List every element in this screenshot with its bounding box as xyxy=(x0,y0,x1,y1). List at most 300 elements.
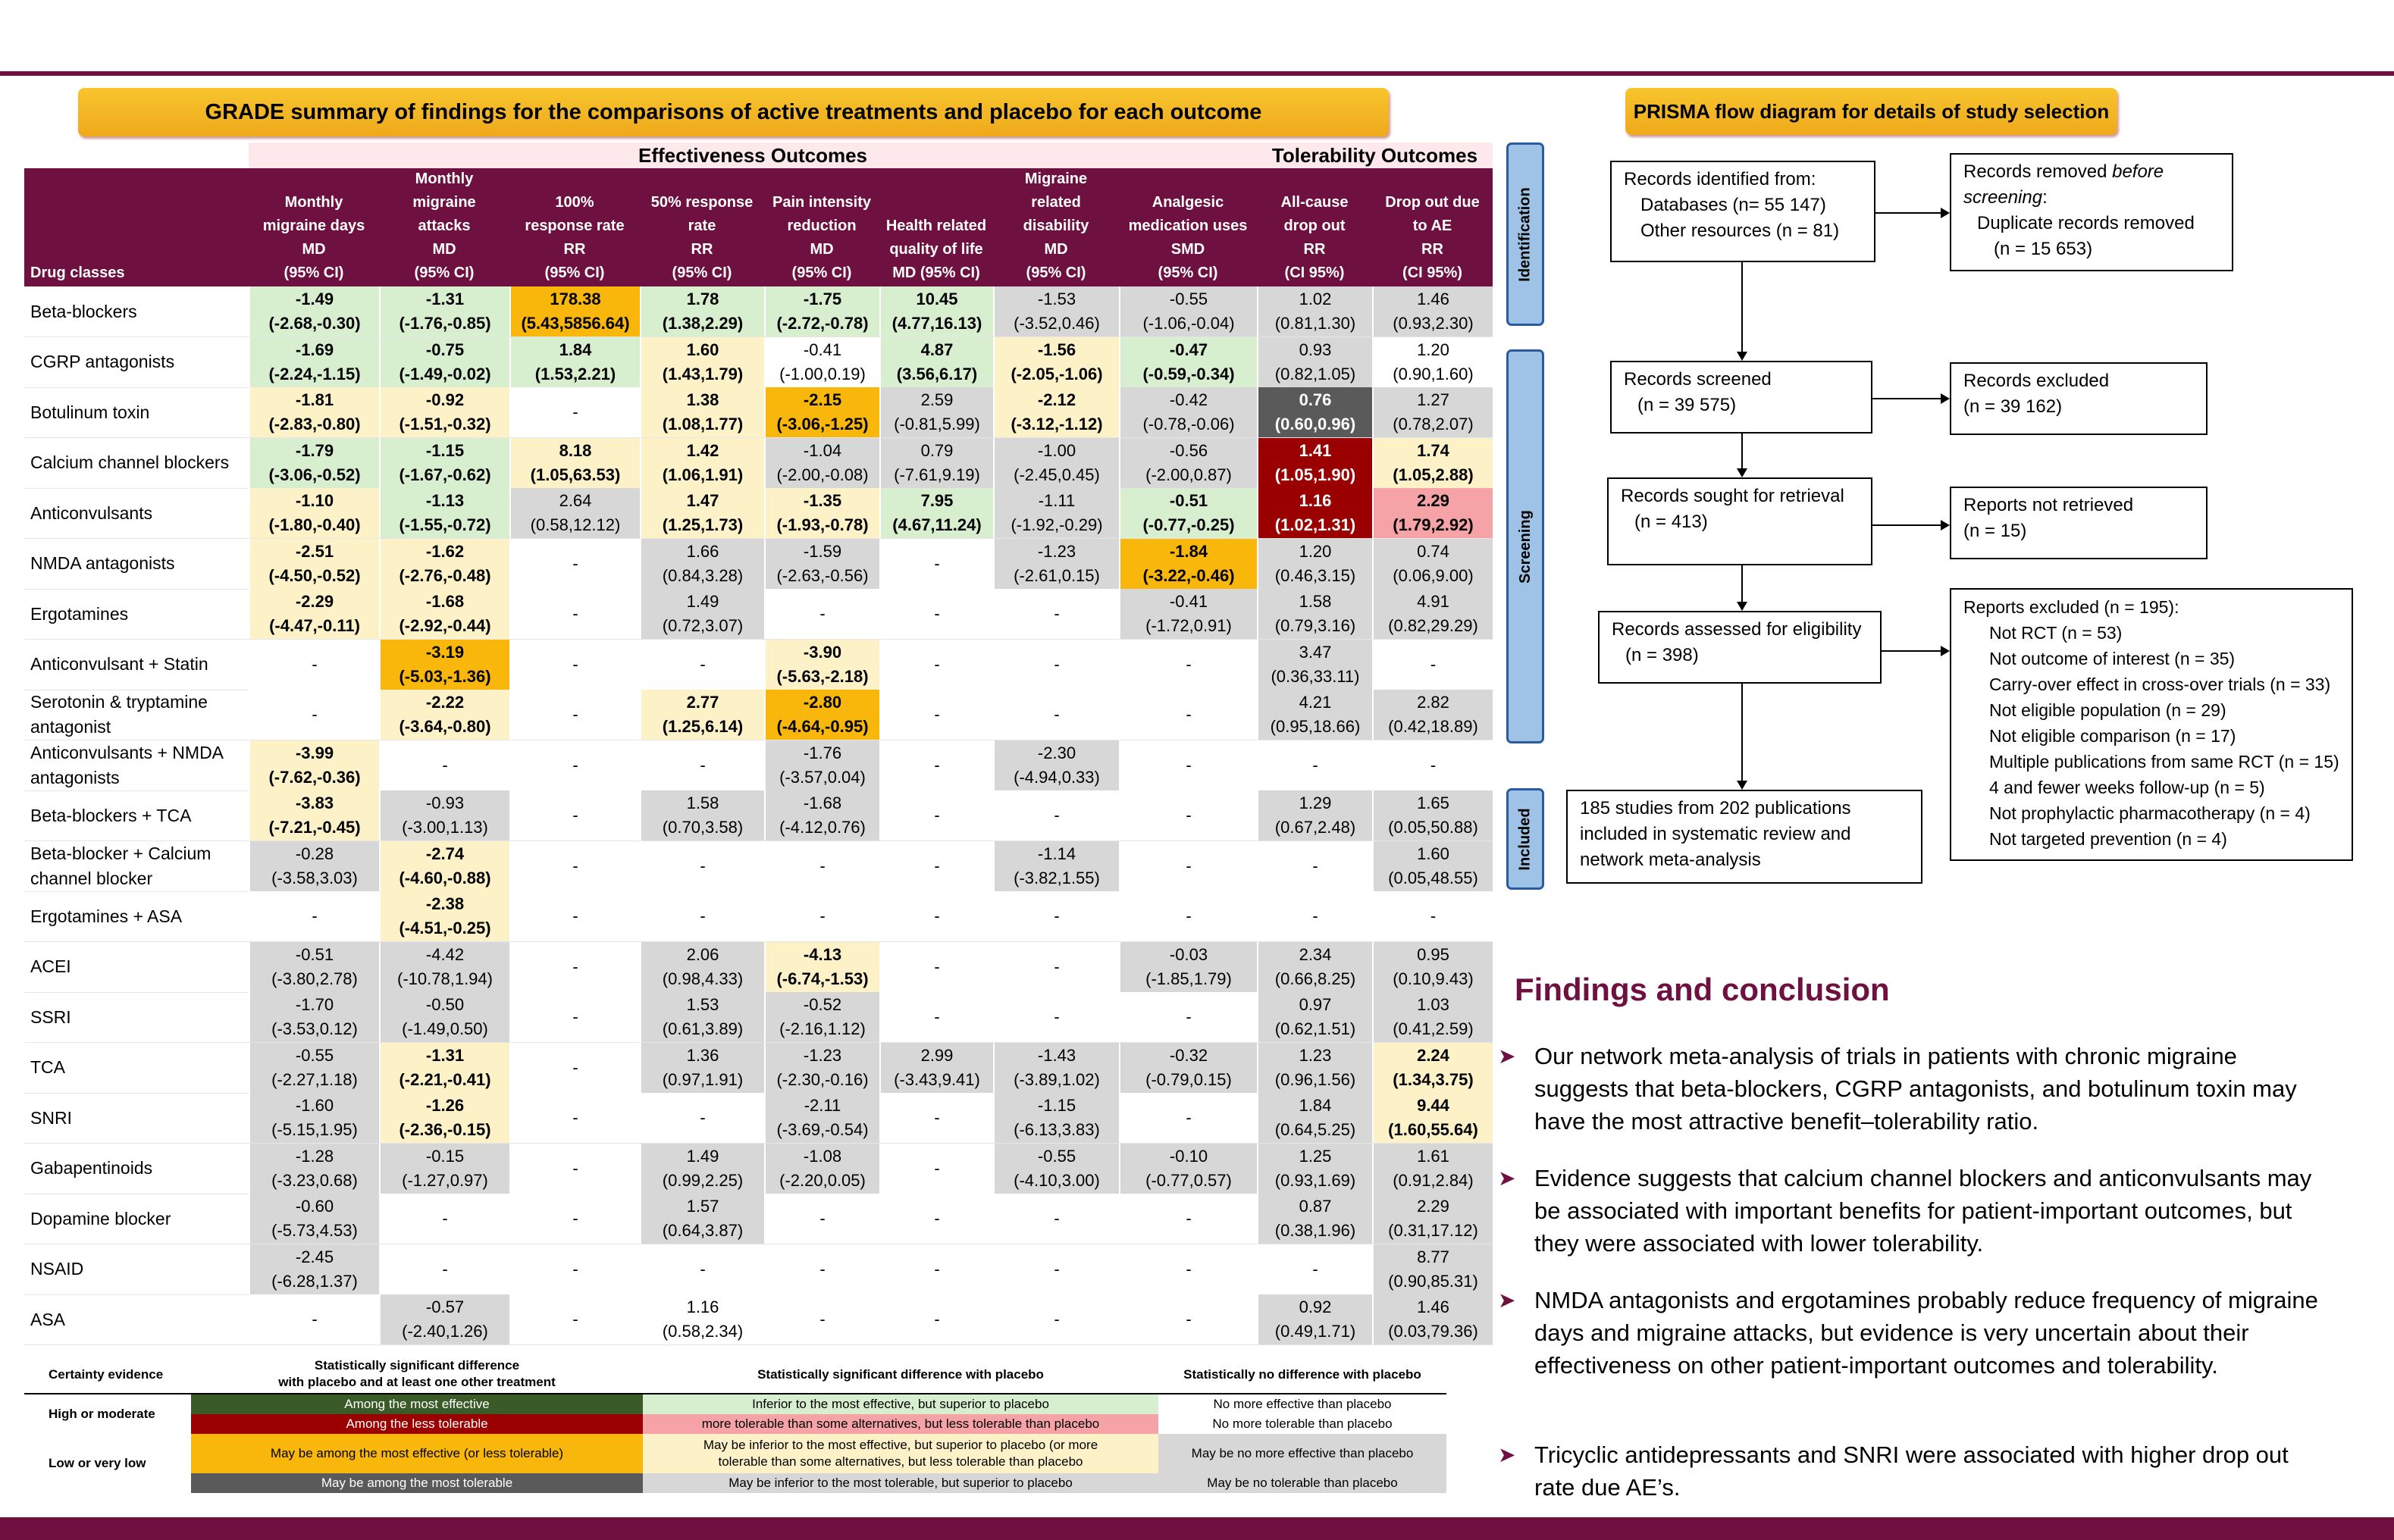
table-cell: 8.77 (0.90,85.31) xyxy=(1372,1244,1493,1294)
table-row xyxy=(24,337,1493,388)
drug-class-name: SSRI xyxy=(30,1006,71,1027)
top-rule xyxy=(0,71,2394,76)
prisma-excluded-box: Records excluded (n = 39 162) xyxy=(1950,362,2208,435)
table-cell: - xyxy=(879,1244,993,1294)
table-cell: - xyxy=(1119,1093,1257,1143)
table-cell: - xyxy=(1119,841,1257,891)
table-cell: - xyxy=(993,640,1119,690)
table-row xyxy=(24,841,1493,892)
table-cell: - xyxy=(764,1194,879,1244)
table-cell: - xyxy=(1119,690,1257,740)
table-cell: -1.62 (-2.76,-0.48) xyxy=(379,539,509,589)
table-cell: 2.77 (1.25,6.14) xyxy=(640,690,764,740)
legend-high-more-tolerable: more tolerable than some alternatives, but less tolerable than placebo xyxy=(643,1414,1158,1434)
table-cell: - xyxy=(1119,640,1257,690)
table-cell: -1.26 (-2.36,-0.15) xyxy=(379,1093,509,1143)
table-cell: -0.10 (-0.77,0.57) xyxy=(1119,1144,1257,1194)
legend-low-no-tolerable: May be no tolerable than placebo xyxy=(1158,1473,1446,1493)
table-cell: -2.12 (-3.12,-1.12) xyxy=(993,387,1119,437)
table-cell: 0.79 (-7.61,9.19) xyxy=(879,438,993,488)
finding-bullet-4: ➤ Tricyclic antidepressants and SNRI were associated with higher drop out rate due AE’s. xyxy=(1498,1438,2332,1507)
table-cell: 1.61 (0.91,2.84) xyxy=(1372,1144,1493,1194)
column-header-8: Analgesic medication uses SMD (95% CI) xyxy=(1128,194,1248,281)
table-cell: - xyxy=(879,740,993,790)
table-cell: -1.69 (-2.24,-1.15) xyxy=(249,337,379,387)
table-cell: -4.42 (-10.78,1.94) xyxy=(379,942,509,992)
table-cell: - xyxy=(764,1294,879,1344)
table-cell: 1.03 (0.41,2.59) xyxy=(1372,992,1493,1042)
table-cell: -0.41 (-1.72,0.91) xyxy=(1119,589,1257,639)
table-row xyxy=(24,640,1493,690)
table-cell: -0.28 (-3.58,3.03) xyxy=(249,841,379,891)
table-cell: - xyxy=(249,891,379,941)
table-cell: 1.78 (1.38,2.29) xyxy=(640,286,764,336)
column-header-5: Pain intensity reduction MD (95% CI) xyxy=(772,194,872,281)
table-cell: -1.08 (-2.20,0.05) xyxy=(764,1144,879,1194)
table-cell: - xyxy=(640,891,764,941)
table-cell: 1.46 (0.03,79.36) xyxy=(1372,1294,1493,1344)
table-cell: - xyxy=(879,942,993,992)
table-cell: -1.79 (-3.06,-0.52) xyxy=(249,438,379,488)
table-cell: -0.32 (-0.79,0.15) xyxy=(1119,1043,1257,1093)
table-cell: 10.45 (4.77,16.13) xyxy=(879,286,993,336)
legend-low-inferior: May be inferior to the most effective, but superior to placebo (or more tolerable than some alternatives, but less tolerable than placebo xyxy=(643,1434,1158,1473)
table-row xyxy=(24,1043,1493,1094)
table-cell: - xyxy=(509,387,640,437)
drug-class-name: Beta-blocker + Calcium channel blocker xyxy=(30,843,212,888)
table-cell: 1.60 (1.43,1.79) xyxy=(640,337,764,387)
column-header-7: Migraine related disability MD (95% CI) xyxy=(1023,171,1089,281)
table-cell: -1.43 (-3.89,1.02) xyxy=(993,1043,1119,1093)
screening-label: Screening xyxy=(1516,509,1534,584)
table-cell: - xyxy=(509,690,640,740)
table-cell: 1.58 (0.79,3.16) xyxy=(1257,589,1372,639)
table-cell: -1.59 (-2.63,-0.56) xyxy=(764,539,879,589)
included-label-box xyxy=(1506,788,1544,890)
table-cell: 0.87 (0.38,1.96) xyxy=(1257,1194,1372,1244)
table-cell: - xyxy=(379,1194,509,1244)
table-cell: - xyxy=(993,589,1119,639)
table-cell: -0.03 (-1.85,1.79) xyxy=(1119,942,1257,992)
drug-class-name: CGRP antagonists xyxy=(30,352,175,371)
column-header-2: Monthly migraine attacks MD (95% CI) xyxy=(412,171,476,281)
table-cell: - xyxy=(509,992,640,1042)
table-cell: 1.49 (0.99,2.25) xyxy=(640,1144,764,1194)
table-cell: - xyxy=(509,640,640,690)
findings-title: Findings and conclusion xyxy=(1515,972,1890,1007)
tolerability-label: Tolerability Outcomes xyxy=(1271,143,1478,167)
table-cell: -1.13 (-1.55,-0.72) xyxy=(379,488,509,538)
table-cell: -1.35 (-1.93,-0.78) xyxy=(764,488,879,538)
table-cell: - xyxy=(509,539,640,589)
table-cell: - xyxy=(640,841,764,891)
table-cell: - xyxy=(879,690,993,740)
drug-class-name: Anticonvulsant + Statin xyxy=(30,654,208,674)
table-cell: - xyxy=(509,1043,640,1093)
legend-col3-header: Statistically no difference with placebo xyxy=(1183,1367,1421,1382)
table-cell: 1.46 (0.93,2.30) xyxy=(1372,286,1493,336)
table-cell: - xyxy=(1119,891,1257,941)
table-cell: - xyxy=(1257,740,1372,790)
legend-col2-header: Statistically significant difference with placebo xyxy=(757,1367,1044,1382)
table-cell: - xyxy=(764,589,879,639)
table-cell: 2.29 (1.79,2.92) xyxy=(1372,488,1493,538)
table-cell: - xyxy=(764,891,879,941)
table-cell: - xyxy=(249,690,379,740)
table-cell: -1.81 (-2.83,-0.80) xyxy=(249,387,379,437)
table-cell: - xyxy=(509,1294,640,1344)
table-cell: 4.91 (0.82,29.29) xyxy=(1372,589,1493,639)
table-row xyxy=(24,539,1493,590)
table-cell: -1.84 (-3.22,-0.46) xyxy=(1119,539,1257,589)
prisma-included-box: 185 studies from 202 publications included in systematic review and network meta-analysis xyxy=(1566,790,1922,884)
table-cell: - xyxy=(1372,891,1493,941)
table-cell: -1.23 (-2.30,-0.16) xyxy=(764,1043,879,1093)
table-cell: - xyxy=(379,1244,509,1294)
table-cell: -4.13 (-6.74,-1.53) xyxy=(764,942,879,992)
table-cell: 1.65 (0.05,50.88) xyxy=(1372,790,1493,840)
table-cell: -1.53 (-3.52,0.46) xyxy=(993,286,1119,336)
table-cell: -0.55 (-4.10,3.00) xyxy=(993,1144,1119,1194)
table-row xyxy=(24,942,1493,993)
table-cell: - xyxy=(993,1194,1119,1244)
table-cell: -2.80 (-4.64,-0.95) xyxy=(764,690,879,740)
table-cell: -2.51 (-4.50,-0.52) xyxy=(249,539,379,589)
table-cell: - xyxy=(509,1244,640,1294)
table-cell: -3.19 (-5.03,-1.36) xyxy=(379,640,509,690)
table-cell: 1.16 (1.02,1.31) xyxy=(1257,488,1372,538)
table-cell: 0.93 (0.82,1.05) xyxy=(1257,337,1372,387)
table-cell: 1.49 (0.72,3.07) xyxy=(640,589,764,639)
legend-low-inferior-tolerable: May be inferior to the most tolerable, but superior to placebo xyxy=(643,1473,1158,1493)
table-cell: -1.31 (-2.21,-0.41) xyxy=(379,1043,509,1093)
table-row xyxy=(24,740,1493,791)
prisma-identified-box: Records identified from: Databases (n= 55 147) Other resources (n = 81) xyxy=(1610,161,1875,262)
table-cell: -0.52 (-2.16,1.12) xyxy=(764,992,879,1042)
table-cell: -0.42 (-0.78,-0.06) xyxy=(1119,387,1257,437)
finding-bullet-2: ➤ Evidence suggests that calcium channel blockers and anticonvulsants may be associated with important benefits for patient-important outcomes, but they were associated with lower tolerability. xyxy=(1498,1162,2332,1230)
table-cell: 4.87 (3.56,6.17) xyxy=(879,337,993,387)
table-cell: 1.16 (0.58,2.34) xyxy=(640,1294,764,1344)
table-cell: -0.75 (-1.49,-0.02) xyxy=(379,337,509,387)
table-cell: -2.11 (-3.69,-0.54) xyxy=(764,1093,879,1143)
table-cell: -0.92 (-1.51,-0.32) xyxy=(379,387,509,437)
table-cell: - xyxy=(1119,1194,1257,1244)
table-cell: - xyxy=(1119,1244,1257,1294)
table-cell: -2.15 (-3.06,-1.25) xyxy=(764,387,879,437)
table-cell: - xyxy=(1257,891,1372,941)
table-cell: -0.56 (-2.00,0.87) xyxy=(1119,438,1257,488)
table-cell: - xyxy=(640,640,764,690)
table-cell: 1.84 (1.53,2.21) xyxy=(509,337,640,387)
bottom-rule xyxy=(0,1517,2394,1540)
table-cell: 1.60 (0.05,48.55) xyxy=(1372,841,1493,891)
table-cell: - xyxy=(993,690,1119,740)
table-cell: 2.99 (-3.43,9.41) xyxy=(879,1043,993,1093)
table-cell: 2.59 (-0.81,5.99) xyxy=(879,387,993,437)
table-cell: - xyxy=(509,1144,640,1194)
table-cell: 2.29 (0.31,17.12) xyxy=(1372,1194,1493,1244)
table-cell: - xyxy=(1372,740,1493,790)
table-row xyxy=(24,1294,1493,1345)
drug-class-name: Ergotamines xyxy=(30,603,129,624)
table-row xyxy=(24,1144,1493,1194)
legend-low-tolerable: May be among the most tolerable xyxy=(191,1473,643,1493)
table-cell: - xyxy=(640,740,764,790)
table-cell: 1.36 (0.97,1.91) xyxy=(640,1043,764,1093)
table-cell: -0.51 (-3.80,2.78) xyxy=(249,942,379,992)
table-cell: 1.66 (0.84,3.28) xyxy=(640,539,764,589)
drug-class-name: ACEI xyxy=(30,956,71,976)
column-header-10: Drop out due to AE RR (CI 95%) xyxy=(1385,194,1480,281)
table-cell: - xyxy=(509,740,640,790)
table-cell: - xyxy=(879,790,993,840)
table-cell: - xyxy=(509,1093,640,1143)
table-row xyxy=(24,286,1493,337)
table-cell: - xyxy=(1119,740,1257,790)
table-title: GRADE summary of findings for the comparisons of active treatments and placebo for each outcome xyxy=(205,99,1262,124)
column-header-4: 50% response rate RR (95% CI) xyxy=(650,194,754,281)
table-cell: 1.38 (1.08,1.77) xyxy=(640,387,764,437)
table-row xyxy=(24,438,1493,489)
finding-bullet-3: ➤ NMDA antagonists and ergotamines probably reduce frequency of migraine days and migraine attacks, but evidence is very uncertain about their effectiveness on other patient-important outcomes and tolerability. xyxy=(1498,1284,2332,1382)
finding-bullet-1: ➤ Our network meta-analysis of trials in patients with chronic migraine suggests that beta-blockers, CGRP antagonists, and botulinum toxin may have the most attractive benefit–tolerability ratio. xyxy=(1498,1040,2332,1108)
table-cell: - xyxy=(509,1194,640,1244)
table-cell: -0.60 (-5.73,4.53) xyxy=(249,1194,379,1244)
table-row xyxy=(24,891,1493,942)
table-cell: -2.38 (-4.51,-0.25) xyxy=(379,891,509,941)
table-cell: -2.74 (-4.60,-0.88) xyxy=(379,841,509,891)
table-cell: -2.22 (-3.64,-0.80) xyxy=(379,690,509,740)
table-cell: - xyxy=(879,1144,993,1194)
table-cell: -1.28 (-3.23,0.68) xyxy=(249,1144,379,1194)
column-header-1: Monthly migraine days MD (95% CI) xyxy=(262,194,365,281)
table-cell: 1.58 (0.70,3.58) xyxy=(640,790,764,840)
table-cell: -0.57 (-2.40,1.26) xyxy=(379,1294,509,1344)
table-cell: -1.00 (-2.45,0.45) xyxy=(993,438,1119,488)
table-cell: 1.84 (0.64,5.25) xyxy=(1257,1093,1372,1143)
table-cell: -1.60 (-5.15,1.95) xyxy=(249,1093,379,1143)
table-cell: 0.97 (0.62,1.51) xyxy=(1257,992,1372,1042)
table-cell: 2.24 (1.34,3.75) xyxy=(1372,1043,1493,1093)
table-cell: - xyxy=(509,589,640,639)
table-cell: -0.15 (-1.27,0.97) xyxy=(379,1144,509,1194)
table-cell: -0.93 (-3.00,1.13) xyxy=(379,790,509,840)
table-cell: 1.27 (0.78,2.07) xyxy=(1372,387,1493,437)
table-cell: - xyxy=(509,790,640,840)
legend-high-inferior: Inferior to the most effective, but superior to placebo xyxy=(643,1394,1158,1414)
arrow-bullet-icon: ➤ xyxy=(1498,1443,1516,1466)
prisma-reports-excluded-box: Reports excluded (n = 195): Not RCT (n = 53) Not outcome of interest (n = 35) Carry-over effect in cross-over trials (n = 33) Not eligible population (n = 29) Not eligible comparison (n = 17) Multiple publications from same RCT (n = 15) 4 and fewer weeks follow-up (n = 5) Not prophylactic pharmacotherapy (n = 4) Not targeted prevention (n = 4) xyxy=(1950,588,2353,861)
table-cell: -1.56 (-2.05,-1.06) xyxy=(993,337,1119,387)
table-cell: - xyxy=(879,1093,993,1143)
screening-label-box xyxy=(1506,349,1544,743)
table-cell: 1.53 (0.61,3.89) xyxy=(640,992,764,1042)
table-row xyxy=(24,488,1493,539)
table-cell: -1.75 (-2.72,-0.78) xyxy=(764,286,879,336)
drug-class-name: TCA xyxy=(30,1057,65,1077)
table-cell: -0.55 (-2.27,1.18) xyxy=(249,1043,379,1093)
legend-high-less-tolerable: Among the less tolerable xyxy=(191,1414,643,1434)
table-cell: - xyxy=(640,1093,764,1143)
drug-class-name: Serotonin & tryptamine antagonist xyxy=(30,692,208,737)
table-row xyxy=(24,690,1493,740)
drug-class-name: Beta-blockers xyxy=(30,301,137,321)
identification-label-box xyxy=(1506,142,1544,326)
legend-rule xyxy=(24,1393,1446,1394)
table-cell: - xyxy=(1372,640,1493,690)
drug-class-name: Gabapentinoids xyxy=(30,1158,153,1178)
identification-label: Identification xyxy=(1516,186,1534,282)
table-cell: - xyxy=(379,740,509,790)
table-cell: - xyxy=(993,942,1119,992)
prisma-title: PRISMA flow diagram for details of study selection xyxy=(1633,99,2110,123)
table-row xyxy=(24,387,1493,438)
effectiveness-label: Effectiveness Outcomes xyxy=(638,143,867,167)
table-cell: 0.92 (0.49,1.71) xyxy=(1257,1294,1372,1344)
table-cell: 0.76 (0.60,0.96) xyxy=(1257,387,1372,437)
table-cell: - xyxy=(993,1294,1119,1344)
table-row xyxy=(24,589,1493,640)
table-cell: - xyxy=(879,1194,993,1244)
drug-class-name: Botulinum toxin xyxy=(30,402,150,422)
table-cell: 1.02 (0.81,1.30) xyxy=(1257,286,1372,336)
table-cell: 8.18 (1.05,63.53) xyxy=(509,438,640,488)
table-cell: 0.95 (0.10,9.43) xyxy=(1372,942,1493,992)
prisma-sought-box: Records sought for retrieval (n = 413) xyxy=(1607,477,1872,565)
table-cell: - xyxy=(879,891,993,941)
table-cell: 1.29 (0.67,2.48) xyxy=(1257,790,1372,840)
table-cell: -1.76 (-3.57,0.04) xyxy=(764,740,879,790)
table-cell: - xyxy=(1119,790,1257,840)
drug-class-name: Beta-blockers + TCA xyxy=(30,805,192,825)
legend-high-label: High or moderate xyxy=(49,1407,155,1421)
table-cell: 1.25 (0.93,1.69) xyxy=(1257,1144,1372,1194)
table-cell: -1.68 (-2.92,-0.44) xyxy=(379,589,509,639)
table-cell: -0.50 (-1.49,0.50) xyxy=(379,992,509,1042)
table-cell: - xyxy=(993,1244,1119,1294)
table-cell: -1.14 (-3.82,1.55) xyxy=(993,841,1119,891)
table-cell: 1.20 (0.90,1.60) xyxy=(1372,337,1493,387)
table-row xyxy=(24,992,1493,1043)
table-cell: -1.15 (-1.67,-0.62) xyxy=(379,438,509,488)
drug-class-name: Dopamine blocker xyxy=(30,1208,171,1229)
table-cell: -3.90 (-5.63,-2.18) xyxy=(764,640,879,690)
legend-low-label: Low or very low xyxy=(49,1456,146,1470)
table-cell: -1.70 (-3.53,0.12) xyxy=(249,992,379,1042)
table-cell: 1.41 (1.05,1.90) xyxy=(1257,438,1372,488)
drug-class-name: Ergotamines + ASA xyxy=(30,906,183,926)
table-cell: 2.34 (0.66,8.25) xyxy=(1257,942,1372,992)
table-cell: - xyxy=(879,539,993,589)
arrow-bullet-icon: ➤ xyxy=(1498,1044,1516,1068)
arrow-bullet-icon: ➤ xyxy=(1498,1166,1516,1190)
table-cell: -3.83 (-7.21,-0.45) xyxy=(249,790,379,840)
effectiveness-group-header xyxy=(249,142,1257,168)
table-cell: 2.64 (0.58,12.12) xyxy=(509,488,640,538)
table-cell: 3.47 (0.36,33.11) xyxy=(1257,640,1372,690)
table-cell: - xyxy=(764,1244,879,1294)
table-row xyxy=(24,790,1493,841)
prisma-assessed-box: Records assessed for eligibility (n = 398) xyxy=(1598,611,1882,684)
table-cell: - xyxy=(1257,1244,1372,1294)
tolerability-group-header xyxy=(1257,142,1493,168)
table-cell: -1.23 (-2.61,0.15) xyxy=(993,539,1119,589)
prisma-screened-box: Records screened (n = 39 575) xyxy=(1610,361,1872,434)
drug-class-name: Anticonvulsants + NMDA antagonists xyxy=(30,742,224,787)
table-cell: -3.99 (-7.62,-0.36) xyxy=(249,740,379,790)
table-cell: - xyxy=(993,790,1119,840)
prisma-title-banner xyxy=(1625,88,2117,135)
table-cell: 4.21 (0.95,18.66) xyxy=(1257,690,1372,740)
drug-class-name: Anticonvulsants xyxy=(30,502,153,523)
table-cell: - xyxy=(879,1294,993,1344)
table-row xyxy=(24,1244,1493,1295)
table-cell: - xyxy=(640,1244,764,1294)
legend-col1-header: Statistically significant difference with placebo and at least one other treatment xyxy=(278,1358,556,1389)
table-cell: 1.20 (0.46,3.15) xyxy=(1257,539,1372,589)
arrow-bullet-icon: ➤ xyxy=(1498,1288,1516,1312)
table-cell: -1.10 (-1.80,-0.40) xyxy=(249,488,379,538)
prisma-removed-box: Records removed before screening: Duplicate records removed (n = 15 653) xyxy=(1950,153,2233,271)
table-cell: -1.49 (-2.68,-0.30) xyxy=(249,286,379,336)
table-cell: 2.82 (0.42,18.89) xyxy=(1372,690,1493,740)
legend-high-effective: Among the most effective xyxy=(191,1394,643,1414)
table-row xyxy=(24,1194,1493,1244)
table-cell: -0.55 (-1.06,-0.04) xyxy=(1119,286,1257,336)
table-cell: -1.31 (-1.76,-0.85) xyxy=(379,286,509,336)
table-cell: 1.42 (1.06,1.91) xyxy=(640,438,764,488)
table-cell: -1.15 (-6.13,3.83) xyxy=(993,1093,1119,1143)
legend-low-no-more-effective: May be no more effective than placebo xyxy=(1158,1434,1446,1473)
table-cell: 1.47 (1.25,1.73) xyxy=(640,488,764,538)
column-header-9: All-cause drop out RR (CI 95%) xyxy=(1280,194,1349,281)
drug-class-name: SNRI xyxy=(30,1107,72,1128)
table-cell: - xyxy=(249,1294,379,1344)
table-cell: 7.95 (4.67,11.24) xyxy=(879,488,993,538)
table-cell: - xyxy=(993,992,1119,1042)
legend-low-effective: May be among the most effective (or less tolerable) xyxy=(191,1434,643,1473)
table-cell: - xyxy=(509,891,640,941)
table-cell: -2.30 (-4.94,0.33) xyxy=(993,740,1119,790)
table-cell: 1.57 (0.64,3.87) xyxy=(640,1194,764,1244)
table-cell: - xyxy=(993,891,1119,941)
included-label: Included xyxy=(1516,807,1534,871)
table-cell: 9.44 (1.60,55.64) xyxy=(1372,1093,1493,1143)
table-cell: - xyxy=(509,841,640,891)
legend-high-no-more-tolerable: No more tolerable than placebo xyxy=(1212,1416,1393,1431)
table-cell: -1.04 (-2.00,-0.08) xyxy=(764,438,879,488)
table-cell: - xyxy=(879,589,993,639)
table-cell: -0.47 (-0.59,-0.34) xyxy=(1119,337,1257,387)
table-cell: - xyxy=(879,640,993,690)
table-cell: 1.74 (1.05,2.88) xyxy=(1372,438,1493,488)
column-header-3: 100% response rate RR (95% CI) xyxy=(525,194,625,281)
table-cell: - xyxy=(1257,841,1372,891)
table-cell: - xyxy=(1119,992,1257,1042)
table-cell: -1.11 (-1.92,-0.29) xyxy=(993,488,1119,538)
table-cell: 2.06 (0.98,4.33) xyxy=(640,942,764,992)
legend-high-no-more-effective: No more effective than placebo xyxy=(1213,1397,1392,1411)
table-cell: 1.23 (0.96,1.56) xyxy=(1257,1043,1372,1093)
table-cell: -0.51 (-0.77,-0.25) xyxy=(1119,488,1257,538)
table-cell: -2.45 (-6.28,1.37) xyxy=(249,1244,379,1294)
legend-certainty-label: Certainty evidence xyxy=(49,1367,164,1382)
drug-class-name: NSAID xyxy=(30,1259,84,1279)
column-header-drug-classes: Drug classes xyxy=(30,264,125,281)
drug-class-name: ASA xyxy=(30,1309,66,1329)
column-header-6: Health related quality of life MD (95% CI) xyxy=(885,218,987,281)
